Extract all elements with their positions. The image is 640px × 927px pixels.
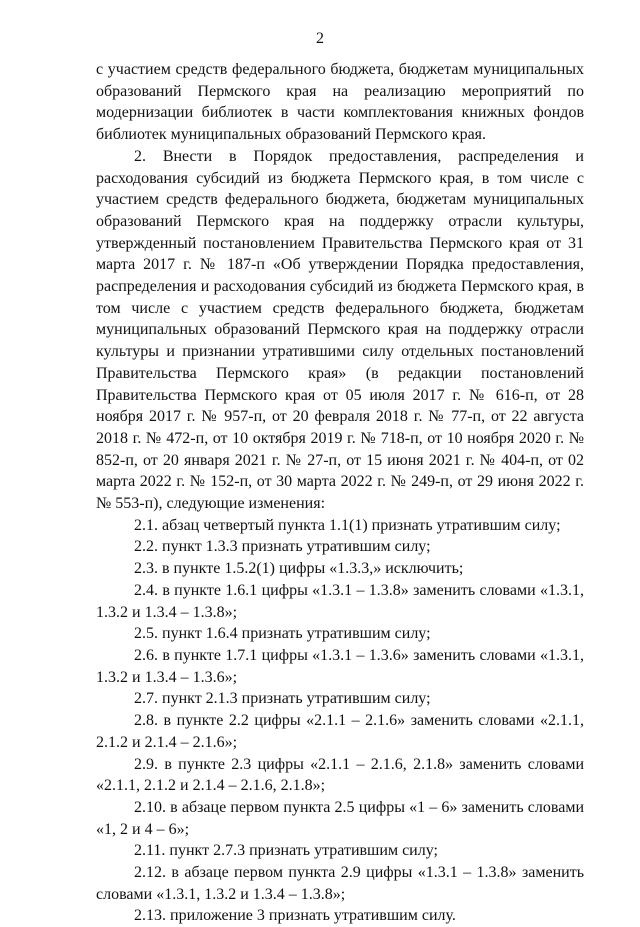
amendment-item: 2.3. в пункте 1.5.2(1) цифры «1.3.3,» исключить; (134, 560, 464, 578)
amendment-item: 2.12. в абзаце первом пункта 2.9 цифры «1.3.1 – 1.3.8» заменить словами «1.3.1, 1.3.2 и 1.3.4 – 1.3.8»; (96, 864, 584, 903)
amendment-item: 2.7. пункт 2.1.3 признать утратившим силу; (134, 690, 431, 708)
document-body (96, 59, 584, 927)
paragraph-continuation: с участием средств федерального бюджета, бюджетам муниципальных образований Пермского края на реализацию мероприятий по модернизации библиотек в части комплектования книжных фондов библиотек муниципальных образований Пермского края. (96, 61, 584, 144)
amendment-item: 2.9. в пункте 2.3 цифры «2.1.1 – 2.1.6, 2.1.8» заменить словами «2.1.1, 2.1.2 и 2.1.4 – 2.1.6, 2.1.8»; (96, 755, 584, 795)
amendment-item: 2.13. приложение 3 признать утратившим силу. (134, 907, 456, 925)
page-number: 2 (316, 30, 324, 47)
amendment-item: 2.8. в пункте 2.2 цифры «2.1.1 – 2.1.6» заменить словами «2.1.1, 2.1.2 и 2.1.4 – 2.1.6»; (96, 712, 584, 751)
amendment-item: 2.10. в абзаце первом пункта 2.5 цифры «1 – 6» заменить словами «1, 2 и 4 – 6»; (96, 798, 584, 838)
amendment-item: 2.1. абзац четвертый пункта 1.1(1) признать утратившим силу; (134, 516, 561, 534)
amendment-item: 2.2. пункт 1.3.3 признать утратившим силу; (134, 538, 431, 556)
amendment-item: 2.11. пункт 2.7.3 признать утратившим силу; (134, 842, 438, 860)
amendment-item: 2.6. в пункте 1.7.1 цифры «1.3.1 – 1.3.6» заменить словами «1.3.1, 1.3.2 и 1.3.4 – 1.3.6»; (96, 646, 584, 686)
paragraph-amendment-intro: 2. Внести в Порядок предоставления, распределения и расходования субсидий из бюджета Пермского края, в том числе с участием средств федерального бюджета, бюджетам муниципальных образований Пермского края на поддержку отрасли культуры, утвержденный постановлением Правительства Пермского края от 31 марта 2017 г. № 187-п «Об утверждении Порядка предоставления, распределения и расходования субсидий из бюджета Пермского края, в том числе с участием средств федерального бюджета, бюджетам муниципальных образований Пермского края на поддержку отрасли культуры и признании утратившими силу отдельных постановлений Правительства Пермского края» (в редакции постановлений Правительства Пермского края от 05 июля 2017 г. № 616-п, от 28 ноября 2017 г. № 957-п, от 20 февраля 2018 г. № 77-п, от 22 августа 2018 г. № 472-п, от 10 октября 2019 г. № 718-п, от 10 ноября 2020 г. № 852-п, от 20 января 2021 г. № 27-п, от 15 июня 2021 г. № 404-п, от 02 марта 2022 г. № 152-п, от 30 марта 2022 г. № 249-п, от 29 июня 2022 г. № 553-п), следующие изменения: (96, 147, 584, 513)
amendment-item: 2.4. в пункте 1.6.1 цифры «1.3.1 – 1.3.8» заменить словами «1.3.1, 1.3.2 и 1.3.4 – 1.3.8»; (96, 581, 584, 621)
amendment-item: 2.5. пункт 1.6.4 признать утратившим силу; (134, 625, 431, 643)
